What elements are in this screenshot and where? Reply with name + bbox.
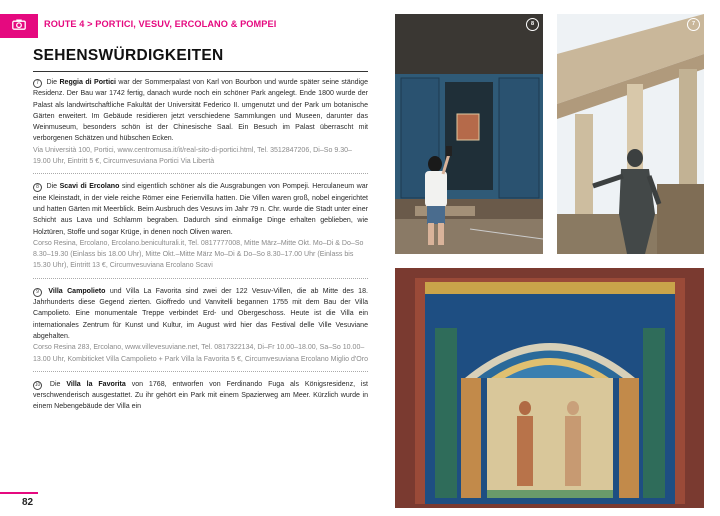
camera-tab <box>0 14 38 38</box>
entry-number-badge: 10 <box>34 381 41 388</box>
photo-neptune-mosaic <box>395 268 704 508</box>
entry-info: Via Università 100, Portici, www.centromusa.it/it/real-sito-di-portici.html, Tel. 3512847206, Di–So 9.30–19.00 Uhr, Eintritt 5 €, Circumvesuviana Portici Via Libertà <box>33 146 352 166</box>
entry-body <box>33 181 368 237</box>
text-column <box>33 77 368 413</box>
entry-villa-la-favorita <box>33 379 368 413</box>
entry-name: Reggia di Portici <box>59 79 116 86</box>
mosaic-illustration <box>395 268 704 508</box>
title-rule <box>33 71 368 72</box>
entry-divider <box>33 173 368 175</box>
entry-name: Scavi di Ercolano <box>59 183 120 191</box>
entry-name-prefix: Die <box>46 79 60 86</box>
entry-body <box>33 77 368 145</box>
entry-body <box>33 286 368 342</box>
entry-name-prefix: Die <box>49 380 67 388</box>
entry-info: Corso Resina, Ercolano, Ercolano.beniculturali.it, Tel. 0817777008, Mitte März–Mitte Okt. Mo–Di & Do–So 8.30–19.30 (Einlass bis 18.00 Uhr), Mitte Okt.–Mitte März Mo–Di & Do–So 8.30–17.00 Uhr (Einlass bis 15.30 Uhr), Eintritt 13 €, Circumvesuviana Ercolano Scavi <box>33 239 364 270</box>
page-number: 82 <box>22 497 34 508</box>
entry-body <box>33 379 368 413</box>
entry-name: Villa la Favorita <box>66 380 126 388</box>
entry-text: sind eigentlich schöner als die Ausgrabungen von Pompeji. Herculaneum war eine Kleinstadt, in der viele reiche Römer eine Ferienvilla hatten. Die Villen waren groß, nobel eingerichtet und hatten Gärten mit Meerblick. Beim Ausbruch des Vesuvs im Jahr 79 n. Chr. wurde die Stadt unter einer Schicht aus Lava und Schlamm begraben. Dadurch sind einmalige Dinge erhalten geblieben, wie Holztüren, Stoffe und sogar Krüge, in denen noch Oliven waren. <box>33 183 368 236</box>
entry-name: Villa Campolieto <box>48 287 106 295</box>
entry-info: Corso Resina 283, Ercolano, www.villevesuviane.net, Tel. 0817322134, Di–Fr 10.00–18.00, Sa–So 10.00–13.00 Uhr, Kombiticket Villa Campolieto + Park Villa la Favorita 5 €, Circumvesuviana Ercolano Miglio d'Oro <box>33 344 368 363</box>
photo-apollo-statue <box>557 14 704 254</box>
entry-text: war der Sommerpalast von Karl von Bourbon und wurde später seine ständige Residenz. Der Bau war 1742 fertig, danach wurde noch ein schöner Park angelegt. Ende 1800 wurde der Palast als landwirtschaftliche Fakultät der Universität Federico II. umgenutzt und der Park um botanische Gärten erweitert. Im Gebäude residieren jetzt verschiedene Sammlungen und Museen, darunter das Weinmuseum, besonders schön ist der Chinesische Saal. Ein Besuch im Palast überrascht mit verborgenen Schätzen und hübschen Ecken. <box>33 79 368 143</box>
entry-divider <box>33 371 368 373</box>
fresco-illustration <box>395 14 543 254</box>
entry-number-badge: 8 <box>33 183 42 192</box>
photo-badge: 8 <box>526 18 539 31</box>
section-title: SEHENSWÜRDIGKEITEN <box>33 47 224 64</box>
entry-scavi-di-ercolano <box>33 181 368 271</box>
entry-number-badge: 9 <box>33 288 42 297</box>
entry-villa-campolieto <box>33 286 368 365</box>
entry-name-prefix: Die <box>46 183 60 191</box>
entry-divider <box>33 278 368 280</box>
statue-illustration <box>557 14 704 254</box>
entry-text: von 1768, entworfen von Ferdinando Fuga als Königsresidenz, ist verschwenderisch ausgestattet. Zu ihr gehört ein Park mit einem Spazierweg am Meer. Kürzlich wurde in einem Nebengebäude der Villa ein <box>33 380 368 411</box>
entry-text: und Villa La Favorita sind zwei der 122 Vesuv-Villen, die ab Mitte des 18. Jahrhunderts diese Gegend zierten. Gioffredo und Vanvitelli begannen 1755 mit dem Bau der Villa Campolieto. Eine monumentale Treppe verbindet Erd- und Obergeschoss. Heute ist die Villa ein internationales Zentrum für Kunst und Kultur, im August wird hier das Festival delle Ville Vesuviane abgehalten. <box>33 287 368 340</box>
entry-number-badge: 7 <box>33 79 42 88</box>
route-title: ROUTE 4 > PORTICI, VESUV, ERCOLANO & POMPEI <box>44 19 277 29</box>
photo-badge: 7 <box>687 18 700 31</box>
route-header <box>0 14 380 38</box>
photo-fresco-visitor <box>395 14 543 254</box>
entry-reggia-di-portici <box>33 77 368 167</box>
page-number-rule <box>0 492 38 494</box>
camera-icon <box>12 17 26 35</box>
